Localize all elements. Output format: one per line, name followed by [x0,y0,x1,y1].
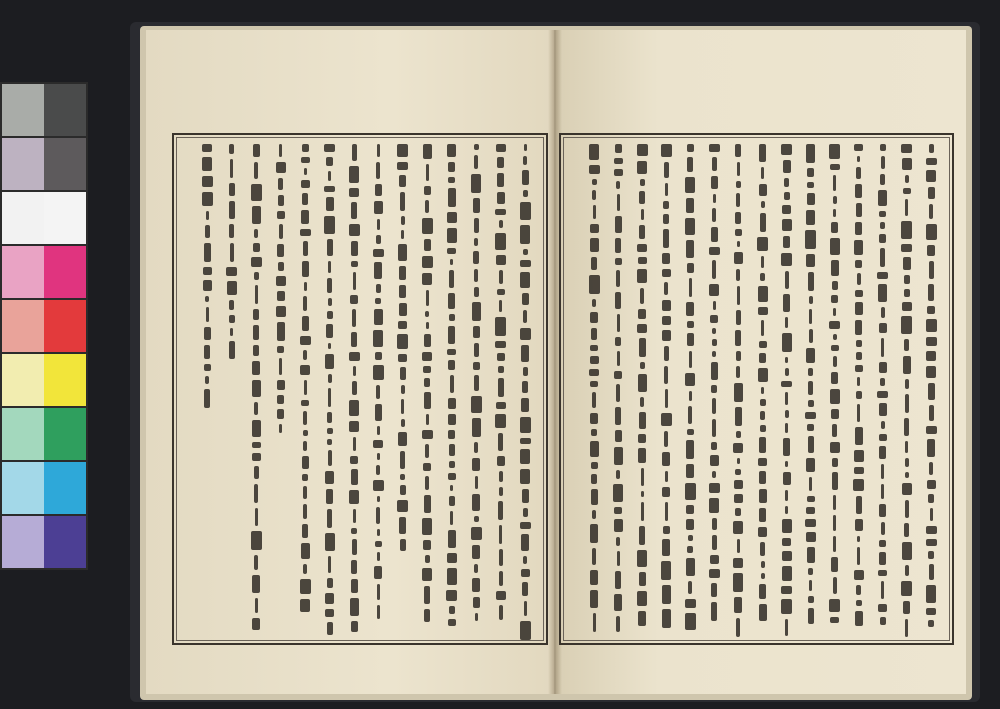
handwritten-text-column [501,144,504,632]
color-swatch-right-7 [44,408,86,460]
handwritten-text-column [256,144,259,632]
handwritten-text-column [452,144,455,632]
handwritten-text-column [305,144,308,632]
color-swatch-right-4 [44,246,86,298]
handwritten-text-column [281,144,284,632]
color-swatch-right-1 [44,84,86,136]
color-swatch-left-2 [2,138,44,190]
handwritten-text-column [859,144,862,632]
color-swatch-left-5 [2,300,44,352]
color-swatch-left-1 [2,84,44,136]
handwritten-text-column [714,144,717,632]
handwritten-text-column [738,144,741,632]
handwritten-text-column [476,144,479,632]
color-swatch-left-4 [2,246,44,298]
handwritten-text-column [232,144,235,632]
handwritten-text-column [525,144,528,632]
color-swatch-right-3 [44,192,86,244]
handwritten-text-column [763,144,766,632]
handwritten-text-column [427,144,430,632]
handwritten-text-column [378,144,381,632]
color-swatch-right-2 [44,138,86,190]
left-text-frame-inner [176,137,544,641]
color-swatch-right-5 [44,300,86,352]
right-text-frame [559,133,954,645]
handwritten-text-column [354,144,357,632]
color-swatch-left-8 [2,462,44,514]
left-text-frame [172,133,548,645]
handwritten-text-column [642,144,645,632]
handwritten-text-column [787,144,790,632]
handwritten-text-column [618,144,621,632]
handwritten-text-column [811,144,814,632]
color-swatch-right-8 [44,462,86,514]
color-swatch-left-3 [2,192,44,244]
handwritten-text-column [931,144,934,632]
handwritten-text-column [594,144,597,632]
handwritten-text-column [330,144,333,632]
color-calibration-target [0,82,88,570]
right-text-frame-inner [563,137,950,641]
handwritten-text-column [835,144,838,632]
color-swatch-left-9 [2,516,44,568]
color-swatch-left-7 [2,408,44,460]
handwritten-text-column [666,144,669,632]
color-swatch-left-6 [2,354,44,406]
handwritten-text-column [907,144,910,632]
handwritten-text-column [690,144,693,632]
handwritten-text-column [207,144,210,632]
color-swatch-right-6 [44,354,86,406]
color-swatch-right-9 [44,516,86,568]
handwritten-text-column [883,144,886,632]
handwritten-text-column [403,144,406,632]
